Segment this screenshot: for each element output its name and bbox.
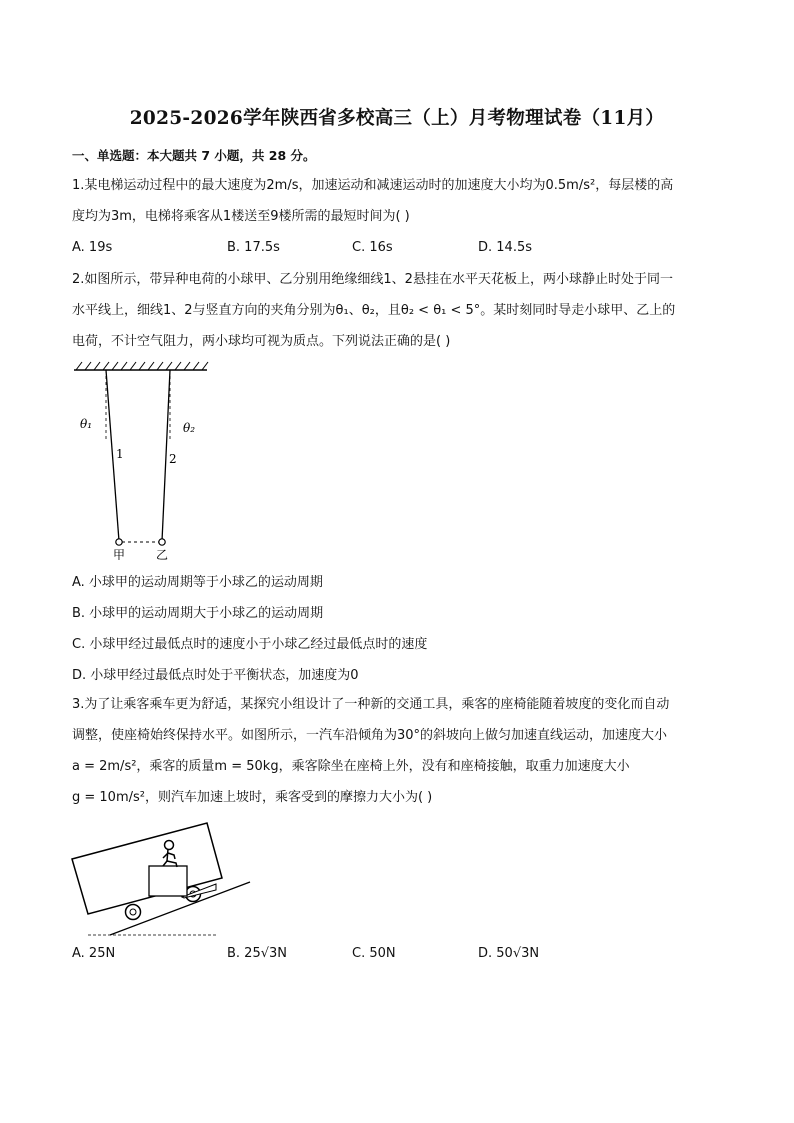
ball-yi <box>159 539 165 545</box>
ball-jia <box>116 539 122 545</box>
label-theta1: θ₁ <box>80 417 93 431</box>
question-1-option-d: D. 14.5s <box>478 240 532 255</box>
question-2-line-3: 电荷，不计空气阻力，两小球均可视为质点。下列说法正确的是( ) <box>72 334 451 349</box>
label-string-2: 2 <box>169 452 177 466</box>
question-3-option-c: C. 50N <box>352 946 396 961</box>
question-2-option-b: B. 小球甲的运动周期大于小球乙的运动周期 <box>72 606 324 621</box>
question-2-option-a: A. 小球甲的运动周期等于小球乙的运动周期 <box>72 575 323 590</box>
question-2-option-c: C. 小球甲经过最低点时的速度小于小球乙经过最低点时的速度 <box>72 637 428 652</box>
question-3-line-4: g = 10m/s²，则汽车加速上坡时，乘客受到的摩擦力大小为( ) <box>72 790 433 805</box>
seat-box <box>149 866 187 896</box>
question-1-text <box>72 170 724 232</box>
exam-title: 2025-2026学年陕西省多校高三（上）月考物理试卷（11月） <box>129 108 665 129</box>
question-2-text <box>72 264 724 357</box>
car-on-slope-figure <box>70 818 255 940</box>
question-1-option-b: B. 17.5s <box>227 240 280 255</box>
question-3-option-a: A. 25N <box>72 946 116 961</box>
question-1-line-2: 度均为3m，电梯将乘客从1楼送至9楼所需的最短时间为( ) <box>72 209 410 224</box>
label-jia: 甲 <box>113 548 126 560</box>
question-3-line-3: a = 2m/s²，乘客的质量m = 50kg，乘客除坐在座椅上外，没有和座椅接触，取重力加速度大小 <box>72 759 630 774</box>
label-yi: 乙 <box>156 548 169 560</box>
label-string-1: 1 <box>116 447 124 461</box>
question-3-line-2: 调整，使座椅始终保持水平。如图所示，一汽车沿倾角为30°的斜坡向上做匀加速直线运动，加速度大小 <box>72 728 668 743</box>
question-1-option-a: A. 19s <box>72 240 113 255</box>
question-1-line-1: 1.某电梯运动过程中的最大速度为2m/s，加速运动和减速运动时的加速度大小均为0.5m/s²，每层楼的高 <box>72 178 674 193</box>
pendulum-figure <box>72 360 217 560</box>
question-2-line-1: 2.如图所示，带异种电荷的小球甲、乙分别用绝缘细线1、2悬挂在水平天花板上，两小球静止时处于同一 <box>72 272 673 287</box>
question-3-line-1: 3.为了让乘客乘车更为舒适，某探究小组设计了一种新的交通工具，乘客的座椅能随着坡度的变化而自动 <box>72 697 670 712</box>
question-3-option-b: B. 25√3N <box>227 946 288 961</box>
car-body <box>72 823 222 914</box>
ceiling <box>74 362 208 370</box>
question-2-line-2: 水平线上，细线1、2与竖直方向的夹角分别为θ₁、θ₂，且θ₂ < θ₁ < 5°。某时刻同时导走小球甲、乙上的 <box>72 303 676 318</box>
question-3-text <box>72 689 724 813</box>
question-2-option-d: D. 小球甲经过最低点时处于平衡状态，加速度为0 <box>72 668 359 683</box>
section-heading: 一、单选题：本大题共 7 小题，共 28 分。 <box>72 148 316 163</box>
question-1-option-c: C. 16s <box>352 240 393 255</box>
label-theta2: θ₂ <box>183 421 196 435</box>
question-3-option-d: D. 50√3N <box>478 946 540 961</box>
